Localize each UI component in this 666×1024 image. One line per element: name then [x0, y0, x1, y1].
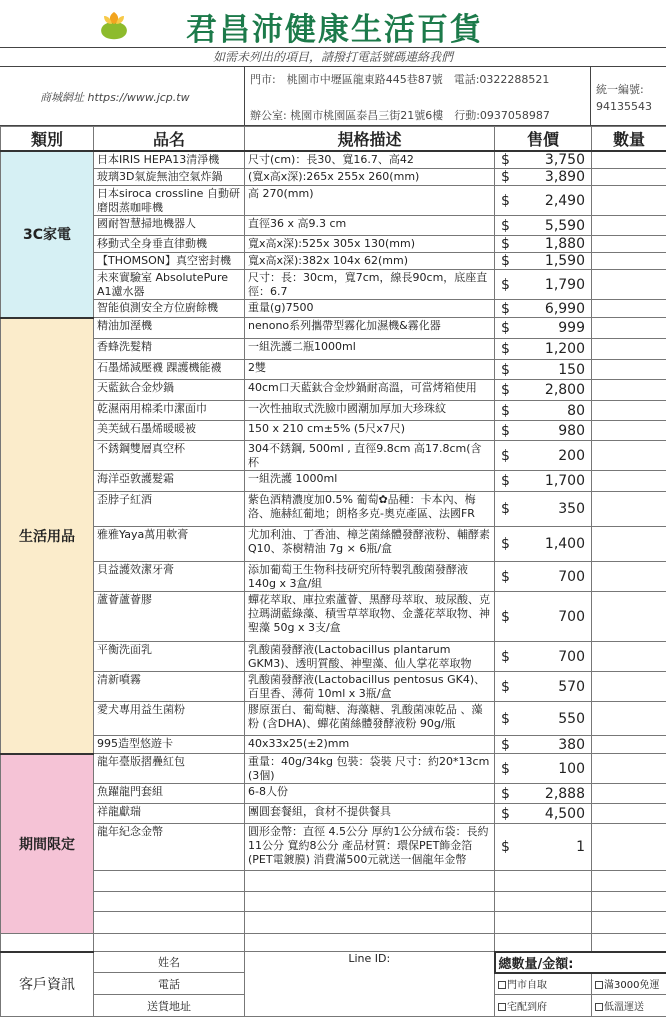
currency-symbol: $ — [501, 710, 510, 727]
product-price — [495, 270, 592, 300]
table-row — [1, 492, 666, 527]
checkbox-icon[interactable] — [498, 1003, 506, 1011]
quantity-input[interactable] — [592, 186, 666, 216]
table-row — [1, 401, 666, 421]
product-spec: 一組洗護二瓶1000ml — [245, 339, 495, 360]
product-price — [495, 592, 592, 642]
product-spec: 150 x 210 cm±5% (5尺x7尺) — [245, 421, 495, 441]
quantity-input[interactable] — [592, 527, 666, 562]
price-value: 100 — [558, 760, 585, 777]
currency-symbol: $ — [501, 568, 510, 585]
product-price — [495, 169, 592, 186]
empty-row — [1, 912, 666, 934]
product-spec: (寬x高x深):265x 255x 260(mm) — [245, 169, 495, 186]
price-value: 150 — [558, 361, 585, 378]
category-cell: 生活用品 — [1, 318, 94, 754]
product-name: 香蜂洗髮精 — [94, 339, 245, 360]
spacer-row — [1, 934, 666, 952]
product-price — [495, 527, 592, 562]
table-row — [1, 270, 666, 300]
empty-cell[interactable] — [245, 871, 495, 892]
product-spec: 圓形金幣：直徑 4.5公分 厚約1公分絨布袋：長約11公分 寬約8公分 產品材質：環保PET飾金箔(PET電鍍膜) 消費滿500元就送一個龍年金幣 — [245, 824, 495, 871]
empty-cell — [245, 934, 495, 952]
phone-label: 電話 — [94, 973, 245, 995]
product-spec: 40x33x25(±2)mm — [245, 736, 495, 754]
empty-row — [1, 871, 666, 892]
table-row — [1, 318, 666, 339]
product-name: 平衡洗面乳 — [94, 642, 245, 672]
customer-row — [1, 952, 666, 973]
currency-symbol: $ — [501, 422, 510, 439]
price-value: 700 — [558, 648, 585, 665]
product-spec: 乳酸菌發酵液(Lactobacillus plantarum GKM3)、透明質酸、神聖藻、仙人掌花萃取物 — [245, 642, 495, 672]
product-spec: 重量(g)7500 — [245, 300, 495, 318]
table-row — [1, 784, 666, 804]
table-row — [1, 642, 666, 672]
product-spec: 304不銹鋼, 500ml , 直徑9.8cm 高17.8cm(含杯 — [245, 441, 495, 471]
product-name: 美芙絨石墨烯暖暖被 — [94, 421, 245, 441]
product-spec: 2雙 — [245, 360, 495, 380]
product-name: 龍年臺版摺疊紅包 — [94, 754, 245, 784]
product-name: 龍年紀念金幣 — [94, 824, 245, 871]
price-value: 550 — [558, 710, 585, 727]
table-row — [1, 253, 666, 270]
currency-symbol: $ — [501, 253, 510, 269]
column-header-price: 售價 — [495, 127, 592, 152]
tax-id-label: 統一編號: — [596, 83, 644, 96]
empty-cell[interactable] — [245, 892, 495, 912]
table-row — [1, 236, 666, 253]
currency-symbol: $ — [501, 805, 510, 822]
product-price — [495, 236, 592, 253]
table-row — [1, 562, 666, 592]
product-name: 愛犬專用益生菌粉 — [94, 702, 245, 736]
product-name: 移動式全身垂直律動機 — [94, 236, 245, 253]
quantity-input[interactable] — [592, 151, 666, 169]
product-price — [495, 253, 592, 270]
quantity-input[interactable] — [592, 784, 666, 804]
currency-symbol: $ — [501, 217, 510, 234]
table-row — [1, 339, 666, 360]
product-price — [495, 562, 592, 592]
price-value: 2,800 — [544, 382, 585, 398]
empty-cell[interactable] — [94, 892, 245, 912]
currency-symbol: $ — [501, 678, 510, 695]
product-name: 祥龍獻瑞 — [94, 804, 245, 824]
empty-cell[interactable] — [495, 892, 592, 912]
product-price — [495, 804, 592, 824]
quantity-input[interactable] — [592, 471, 666, 492]
price-value: 980 — [558, 422, 585, 439]
empty-cell[interactable] — [495, 871, 592, 892]
product-name: 玻璃3D氣旋無油空氣炸鍋 — [94, 169, 245, 186]
product-price — [495, 401, 592, 421]
empty-cell[interactable] — [592, 871, 666, 892]
table-row — [1, 804, 666, 824]
delivery-label: 宅配到府 — [507, 1002, 547, 1013]
price-value: 6,990 — [544, 300, 585, 317]
leaf-logo-icon — [96, 8, 132, 42]
quantity-input[interactable] — [592, 216, 666, 236]
table-row — [1, 736, 666, 754]
checkbox-icon[interactable] — [595, 981, 603, 989]
empty-cell[interactable] — [245, 912, 495, 934]
product-name: 【THOMSON】真空密封機 — [94, 253, 245, 270]
currency-symbol: $ — [501, 473, 510, 489]
category-cell: 3C家電 — [1, 151, 94, 318]
product-price — [495, 216, 592, 236]
table-row — [1, 151, 666, 169]
product-spec: 團圓套餐組，食材不提供餐具 — [245, 804, 495, 824]
product-name: 魚躍龍門套組 — [94, 784, 245, 804]
checkbox-icon[interactable] — [595, 1003, 603, 1011]
quantity-input[interactable] — [592, 253, 666, 270]
product-table — [0, 126, 666, 1017]
quantity-input[interactable] — [592, 401, 666, 421]
product-price — [495, 300, 592, 318]
tax-id — [596, 81, 652, 115]
product-price — [495, 736, 592, 754]
product-spec: 蟬花萃取、庫拉索蘆薈、黑酵母萃取、玻尿酸、克拉瑪湖藍綠藻、積雪草萃取物、金盞花萃取物、神聖藻 50g x 3支/盒 — [245, 592, 495, 642]
quantity-input[interactable] — [592, 339, 666, 360]
checkbox-icon[interactable] — [498, 981, 506, 989]
product-price — [495, 471, 592, 492]
empty-cell[interactable] — [495, 912, 592, 934]
currency-symbol: $ — [501, 192, 510, 209]
product-spec: 紫色酒精濃度加0.5% 葡萄✿品種：卡本內、梅洛、施赫紅葡地；朗格多克-奧克產區、法國FR — [245, 492, 495, 527]
currency-symbol: $ — [501, 736, 510, 753]
product-spec: 重量：40g/34kg 包裝：袋裝 尺寸：約20*13cm (3個) — [245, 754, 495, 784]
product-spec: 膠原蛋白、葡萄糖、海藻糖、乳酸菌凍乾品 、藻粉 (含DHA)、蟬花菌絲體發酵液粉 90g/瓶 — [245, 702, 495, 736]
empty-cell — [94, 934, 245, 952]
price-value: 80 — [567, 402, 585, 419]
price-value: 1,400 — [544, 536, 585, 552]
price-value: 1,590 — [544, 253, 585, 269]
currency-symbol: $ — [501, 760, 510, 777]
quantity-input[interactable] — [592, 736, 666, 754]
contact-note: 如需未列出的項目，請撥打電話號碼連絡我們 — [0, 48, 666, 67]
line-id-field[interactable]: Line ID: — [245, 952, 495, 1017]
product-name: 石墨烯減壓襪 踝護機能襪 — [94, 360, 245, 380]
product-name: 未來實驗室 AbsolutePure A1濾水器 — [94, 270, 245, 300]
currency-symbol: $ — [501, 236, 510, 252]
empty-cell — [495, 934, 592, 952]
table-row — [1, 471, 666, 492]
product-price — [495, 151, 592, 169]
table-row — [1, 824, 666, 871]
quantity-input[interactable] — [592, 642, 666, 672]
free-ship-option[interactable] — [592, 973, 666, 995]
name-label: 姓名 — [94, 952, 245, 973]
product-spec: 寬x高x深):525x 305x 130(mm) — [245, 236, 495, 253]
header — [0, 0, 666, 48]
page-title: 君昌沛健康生活百貨 — [186, 12, 483, 48]
price-value: 1,200 — [544, 341, 585, 357]
product-name: 995造型悠遊卡 — [94, 736, 245, 754]
currency-symbol: $ — [501, 300, 510, 317]
product-spec: 一次性抽取式洗臉巾國潮加厚加大珍珠紋 — [245, 401, 495, 421]
quantity-input[interactable] — [592, 360, 666, 380]
price-value: 2,490 — [544, 192, 585, 209]
product-price — [495, 824, 592, 871]
table-row — [1, 186, 666, 216]
product-spec: 添加葡萄王生物科技研究所特製乳酸菌發酵液 140g x 3盒/組 — [245, 562, 495, 592]
product-spec: 尤加利油、丁香油、樟芝菌絲體發酵液粉、輔酵素Q10、茶樹精油 7g × 6瓶/盒 — [245, 527, 495, 562]
quantity-input[interactable] — [592, 562, 666, 592]
table-row — [1, 380, 666, 401]
product-price — [495, 186, 592, 216]
currency-symbol: $ — [501, 536, 510, 552]
currency-symbol: $ — [501, 341, 510, 357]
price-value: 1,880 — [544, 236, 585, 252]
low-temp-option[interactable] — [592, 995, 666, 1017]
product-spec: 一組洗護 1000ml — [245, 471, 495, 492]
product-spec: 乳酸菌發酵液(Lactobacillus pentosus GK4)、百里香、薄荷 10ml x 3瓶/盒 — [245, 672, 495, 702]
currency-symbol: $ — [501, 447, 510, 464]
product-price — [495, 421, 592, 441]
price-value: 3,890 — [544, 169, 585, 185]
table-row — [1, 592, 666, 642]
website-url[interactable]: 商城網址 https://www.jcp.tw — [40, 91, 190, 104]
table-row — [1, 300, 666, 318]
price-value: 999 — [558, 320, 585, 336]
delivery-option[interactable] — [495, 995, 592, 1017]
currency-symbol: $ — [501, 276, 510, 293]
table-row — [1, 527, 666, 562]
product-spec: nenono系列攜帶型霧化加濕機&霧化器 — [245, 318, 495, 339]
product-price — [495, 360, 592, 380]
empty-cell[interactable] — [94, 871, 245, 892]
quantity-input[interactable] — [592, 270, 666, 300]
divider — [244, 67, 245, 126]
product-name: 蘆薈蘆薈膠 — [94, 592, 245, 642]
pickup-option[interactable] — [495, 973, 592, 995]
price-value: 570 — [558, 678, 585, 695]
currency-symbol: $ — [501, 152, 510, 168]
table-row — [1, 672, 666, 702]
empty-cell[interactable] — [592, 912, 666, 934]
product-spec: 尺寸(cm)：長30、寬16.7、高42 — [245, 151, 495, 169]
quantity-input[interactable] — [592, 754, 666, 784]
quantity-input[interactable] — [592, 672, 666, 702]
quantity-input[interactable] — [592, 318, 666, 339]
currency-symbol: $ — [501, 839, 510, 855]
price-value: 700 — [558, 568, 585, 585]
currency-symbol: $ — [501, 402, 510, 419]
price-value: 5,590 — [544, 217, 585, 234]
product-price — [495, 339, 592, 360]
pickup-label: 門市自取 — [507, 980, 547, 992]
quantity-input[interactable] — [592, 702, 666, 736]
table-row — [1, 421, 666, 441]
free-ship-label: 滿3000免運 — [604, 980, 660, 992]
quantity-input[interactable] — [592, 492, 666, 527]
table-row — [1, 360, 666, 380]
product-name: 不銹鋼雙層真空杯 — [94, 441, 245, 471]
quantity-input[interactable] — [592, 421, 666, 441]
table-row — [1, 441, 666, 471]
column-header-category: 類別 — [1, 127, 94, 152]
tax-id-value: 94135543 — [596, 100, 652, 113]
currency-symbol: $ — [501, 648, 510, 665]
quantity-input[interactable] — [592, 804, 666, 824]
empty-cell[interactable] — [94, 912, 245, 934]
customer-info-label: 客戶資訊 — [1, 952, 94, 1017]
divider — [590, 67, 591, 126]
category-cell: 期間限定 — [1, 754, 94, 934]
price-value: 4,500 — [544, 805, 585, 822]
address-label: 送貨地址 — [94, 995, 245, 1017]
table-row — [1, 216, 666, 236]
currency-symbol: $ — [501, 169, 510, 185]
product-name: 雅雅Yaya萬用軟膏 — [94, 527, 245, 562]
product-price — [495, 642, 592, 672]
product-spec: 高 270(mm) — [245, 186, 495, 216]
quantity-input[interactable] — [592, 236, 666, 253]
currency-symbol: $ — [501, 361, 510, 378]
quantity-input[interactable] — [592, 169, 666, 186]
product-name: 日本IRIS HEPA13清淨機 — [94, 151, 245, 169]
product-price — [495, 492, 592, 527]
price-value: 1 — [576, 839, 585, 855]
quantity-input[interactable] — [592, 300, 666, 318]
currency-symbol: $ — [501, 501, 510, 517]
column-header-spec: 規格描述 — [245, 127, 495, 152]
currency-symbol: $ — [501, 608, 510, 625]
product-name: 天藍鈦合金炒鍋 — [94, 380, 245, 401]
empty-cell — [592, 934, 666, 952]
product-price — [495, 441, 592, 471]
price-value: 2,888 — [544, 785, 585, 802]
table-header-row — [1, 127, 666, 152]
currency-symbol: $ — [501, 320, 510, 336]
product-price — [495, 380, 592, 401]
product-price — [495, 754, 592, 784]
column-header-qty: 數量 — [592, 127, 666, 152]
office-address: 辦公室: 桃園市桃園區泰昌三街21號6樓 行動:0937058987 — [250, 109, 550, 122]
empty-cell[interactable] — [592, 892, 666, 912]
product-price — [495, 784, 592, 804]
product-spec: 6-8人份 — [245, 784, 495, 804]
price-value: 380 — [558, 736, 585, 753]
product-name: 乾濕兩用棉柔巾潔面巾 — [94, 401, 245, 421]
empty-cell — [1, 934, 94, 952]
product-name: 歪脖子紅酒 — [94, 492, 245, 527]
product-name: 精油加溼機 — [94, 318, 245, 339]
product-spec: 40cm口天藍鈦合金炒鍋耐高溫，可當烤箱使用 — [245, 380, 495, 401]
low-temp-label: 低溫運送 — [604, 1002, 644, 1013]
product-price — [495, 318, 592, 339]
quantity-input[interactable] — [592, 592, 666, 642]
product-name: 貝益護效潔牙膏 — [94, 562, 245, 592]
store-address: 門市: 桃園市中壢區龍東路445巷87號 電話:0322288521 — [250, 73, 550, 86]
shop-info — [0, 67, 666, 126]
table-row — [1, 754, 666, 784]
product-spec: 尺寸：長：30cm，寬7cm，線長90cm，底座直徑：6.7 — [245, 270, 495, 300]
price-value: 700 — [558, 608, 585, 625]
currency-symbol: $ — [501, 382, 510, 398]
column-header-name: 品名 — [94, 127, 245, 152]
price-value: 3,750 — [544, 152, 585, 168]
product-name: 海洋亞敦護髮霜 — [94, 471, 245, 492]
quantity-input[interactable] — [592, 380, 666, 401]
table-row — [1, 169, 666, 186]
product-name: 國耐智慧掃地機器人 — [94, 216, 245, 236]
empty-row — [1, 892, 666, 912]
product-name: 日本siroca crossline 自動研磨悶蒸咖啡機 — [94, 186, 245, 216]
price-value: 1,790 — [544, 276, 585, 293]
price-value: 350 — [558, 501, 585, 517]
price-value: 1,700 — [544, 473, 585, 489]
product-price — [495, 672, 592, 702]
quantity-input[interactable] — [592, 824, 666, 871]
product-price — [495, 702, 592, 736]
quantity-input[interactable] — [592, 441, 666, 471]
product-spec: 寬x高x深):382x 104x 62(mm) — [245, 253, 495, 270]
product-spec: 直徑36 x 高9.3 cm — [245, 216, 495, 236]
currency-symbol: $ — [501, 785, 510, 802]
total-summary: 總數量/金額: — [495, 952, 666, 973]
product-name: 清新噴霧 — [94, 672, 245, 702]
table-row — [1, 702, 666, 736]
price-value: 200 — [558, 447, 585, 464]
product-name: 智能偵測安全方位廚餘機 — [94, 300, 245, 318]
